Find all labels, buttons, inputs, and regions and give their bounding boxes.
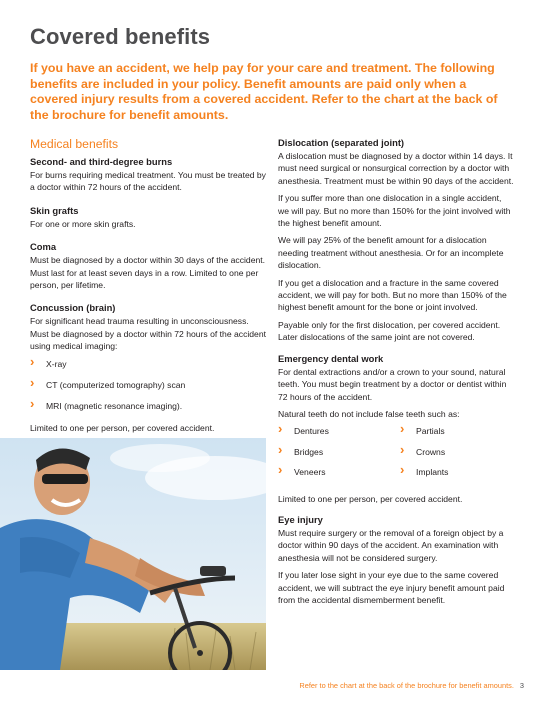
dislocation-p2: If you suffer more than one dislocation in a single accident, we will pay. But no more than 150% for the joint involved with the highest benefit amount. xyxy=(278,193,511,229)
right-column xyxy=(278,137,514,615)
concussion-title: Concussion (brain) xyxy=(30,302,116,314)
imaging-list xyxy=(30,358,266,413)
list-item: › Dentures xyxy=(278,425,400,437)
list-item: › MRI (magnetic resonance imaging). xyxy=(30,400,266,412)
eye-injury-section xyxy=(278,514,514,606)
coma-text: Must be diagnosed by a doctor within 30 days of the accident. Must last for at least seven days in a row. Limited to one per person, per lifetime. xyxy=(30,255,266,291)
list-item: › Veneers xyxy=(278,466,400,478)
dislocation-p4: If you get a dislocation and a fracture in the same covered accident, we will pay for both. But no more than 150% of the highest benefit amount for the bone or joint involved. xyxy=(278,277,507,313)
dislocation-p5: Payable only for the first dislocation, per covered accident. Later dislocations of the same joint are not covered. xyxy=(278,319,501,343)
dental-limit: Limited to one per person, per covered accident. xyxy=(278,493,463,504)
dental-title: Emergency dental work xyxy=(278,352,384,364)
skin-grafts-text: For one or more skin grafts. xyxy=(30,218,136,229)
coma-section xyxy=(30,241,266,291)
burns-title: Second- and third-degree burns xyxy=(30,156,173,167)
list-item: › Implants xyxy=(400,466,510,478)
page-title: Covered benefits xyxy=(30,24,211,49)
list-item: › X-ray xyxy=(30,358,266,370)
dislocation-section xyxy=(278,137,514,344)
dislocation-title: Dislocation (separated joint) xyxy=(278,137,405,148)
burns-section xyxy=(30,156,266,194)
left-column xyxy=(30,137,266,445)
footer-note: Refer to the chart at the back of the brochure for benefit amounts. xyxy=(299,681,514,690)
eye-injury-p2: If you later lose sight in your eye due to the same covered accident, we will subtract the eye injury benefit amount paid from the accidental dismemberment benefit. xyxy=(278,570,505,605)
concussion-text: For significant head trauma resulting in unconsciousness. Must be diagnosed by a doctor within 72 hours of the accident using medical imaging: xyxy=(30,316,266,352)
dental-p1: For dental extractions and/or a crown to your sound, natural teeth. You must begin treatment by a doctor or dentist within 72 hours of the accident. xyxy=(278,366,507,402)
cyclist-illustration xyxy=(0,438,266,670)
medical-benefits-heading: Medical benefits xyxy=(30,137,119,151)
intro-paragraph: If you have an accident, we help pay for your care and treatment. The following benefits are included in your policy. Benefit amounts are paid only when a covered injury results from a covered accident. Refer to the chart at the back of the brochure for benefit amounts. xyxy=(30,61,498,122)
false-teeth-list xyxy=(278,425,514,486)
dislocation-p3: We will pay 25% of the benefit amount for a dislocation needing treatment without anesthesia. Or for an incomplete dislocation. xyxy=(278,235,504,271)
coma-title: Coma xyxy=(30,241,57,253)
list-item: › CT (computerized tomography) scan xyxy=(30,379,266,391)
concussion-section xyxy=(30,302,266,434)
dental-section xyxy=(278,353,514,505)
cyclist-photo xyxy=(0,438,266,670)
concussion-limit: Limited to one per person, per covered accident. xyxy=(30,422,215,433)
list-item: › Crowns xyxy=(400,446,510,458)
eye-injury-p1: Must require surgery or the removal of a foreign object by a doctor within 90 days of the accident. An examination with anesthesia will not be considered surgery. xyxy=(278,527,504,563)
dislocation-p1: A dislocation must be diagnosed by a doctor within 14 days. It must need surgical or nonsurgical correction by a doctor with anesthesia. Treatment must be within 90 days of the accident. xyxy=(278,151,514,186)
skin-grafts-section xyxy=(30,205,266,230)
page-footer xyxy=(299,681,524,690)
burns-text: For burns requiring medical treatment. You must be treated by a doctor within 72 hours of the accident. xyxy=(30,170,266,193)
dental-p2: Natural teeth do not include false teeth such as: xyxy=(278,408,460,419)
list-item: › Bridges xyxy=(278,446,400,458)
skin-grafts-title: Skin grafts xyxy=(30,204,79,216)
list-item: › Partials xyxy=(400,425,510,437)
page-number: 3 xyxy=(519,681,524,690)
eye-injury-title: Eye injury xyxy=(278,513,323,525)
